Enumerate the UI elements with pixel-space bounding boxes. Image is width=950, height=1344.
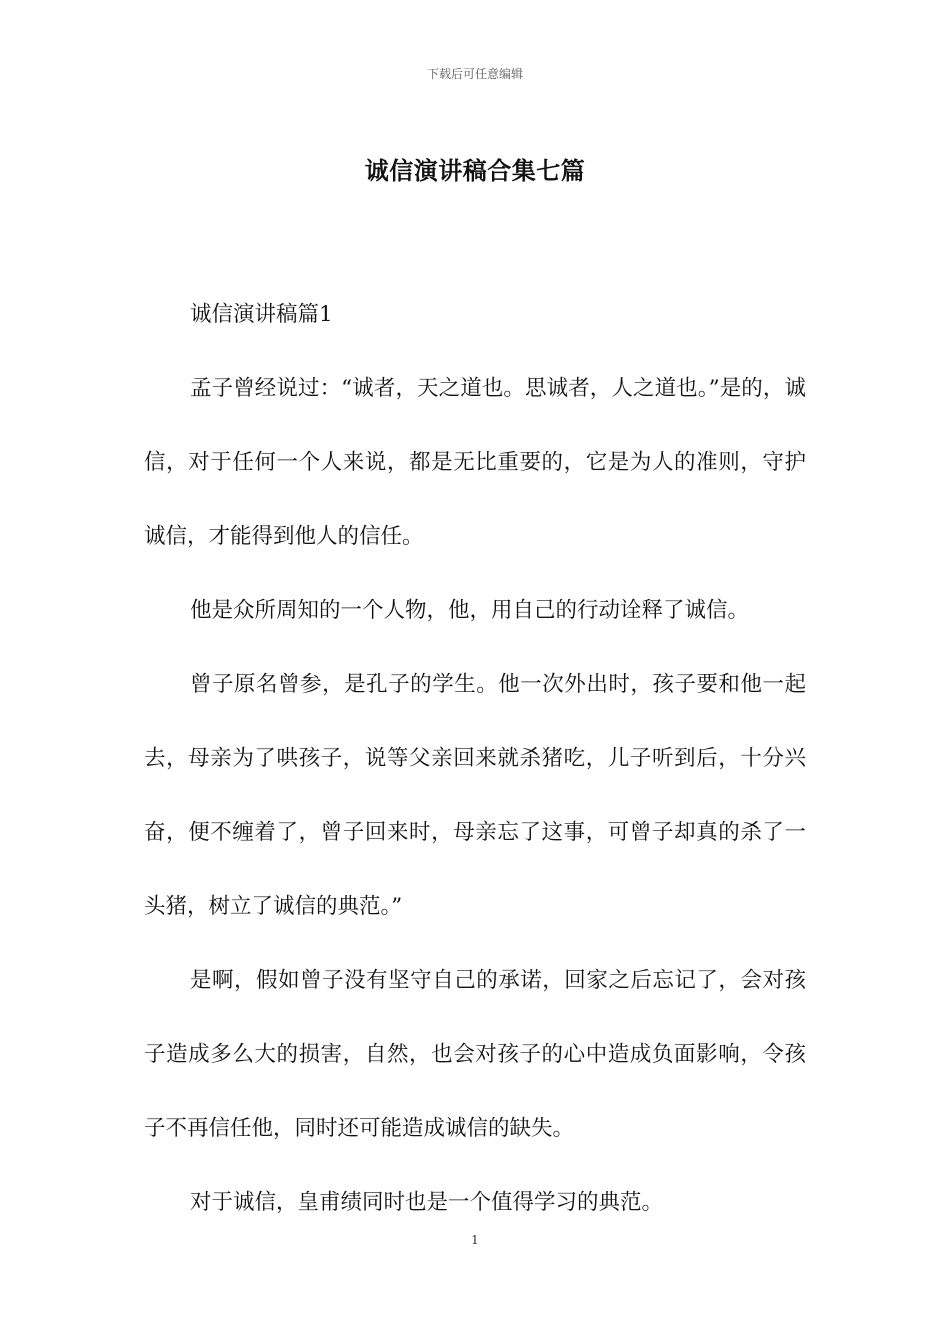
paragraph: 是啊，假如曾子没有坚守自己的承诺，回家之后忘记了，会对孩子造成多么大的损害，自然，也会对孩子的心中造成负面影响，令孩子不再信任他，同时还可能造成诚信的缺失。 <box>144 968 806 1141</box>
page-number: 1 <box>471 1233 479 1247</box>
document-title: 诚信演讲稿合集七篇 <box>364 156 586 185</box>
paragraph: 孟子曾经说过：“诚者，天之道也。思诚者，人之道也。”是的，诚信，对于任何一个人来说，都是无比重要的，它是为人的准则，守护诚信，才能得到他人的信任。 <box>144 376 806 549</box>
section-heading: 诚信演讲稿篇1 <box>190 302 333 327</box>
paragraph: 他是众所周知的一个人物，他，用自己的行动诠释了诚信。 <box>190 598 750 623</box>
paragraph: 对于诚信，皇甫绩同时也是一个值得学习的典范。 <box>190 1190 664 1215</box>
header-note: 下载后可任意编辑 <box>426 67 523 81</box>
paragraph: 曾子原名曾参，是孔子的学生。他一次外出时，孩子要和他一起去，母亲为了哄孩子，说等父亲回来就杀猪吃，儿子听到后，十分兴奋，便不缠着了，曾子回来时，母亲忘了这事，可曾子却真的杀了一头猪，树立了诚信的典范。” <box>144 672 806 919</box>
document-body <box>144 278 806 1240</box>
